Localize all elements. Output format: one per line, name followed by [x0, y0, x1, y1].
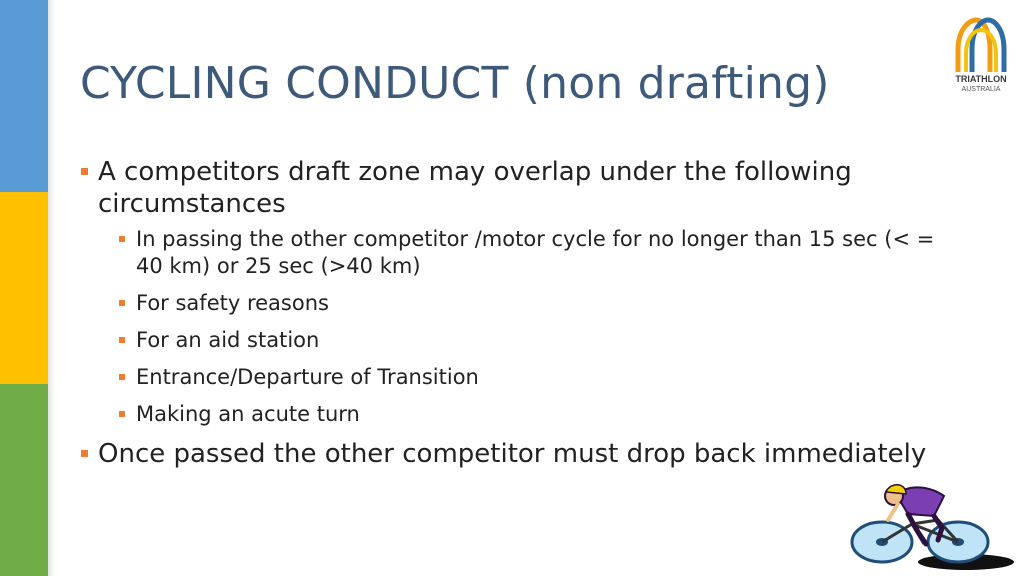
bullet-marker	[119, 300, 125, 306]
sub-bullet-text: For safety reasons	[136, 291, 329, 315]
slide-title: CYCLING CONDUCT (non drafting)	[80, 58, 830, 109]
bullet-marker	[119, 236, 125, 242]
logo-subname: AUSTRALIA	[961, 86, 1001, 93]
sub-bullet-item	[80, 226, 950, 280]
logo-name: TRIATHLON	[955, 74, 1007, 84]
bullet-marker	[81, 450, 88, 457]
cyclist-clipart-icon	[846, 480, 1016, 576]
sub-bullet-item	[80, 290, 950, 317]
bullet-marker	[81, 168, 88, 175]
sub-bullet-text: For an aid station	[136, 328, 320, 352]
side-bar-blue	[0, 0, 48, 192]
sub-bullet-text: Entrance/Departure of Transition	[136, 365, 479, 389]
bullet-text: A competitors draft zone may overlap under the following circumstances	[98, 157, 852, 219]
sub-bullet-text: Making an acute turn	[136, 402, 360, 426]
sub-bullet-text: In passing the other competitor /motor cycle for no longer than 15 sec (< = 40 km) or 25 sec (>40 km)	[136, 227, 935, 278]
bullet-marker	[119, 374, 125, 380]
sub-bullet-item	[80, 401, 950, 428]
bullet-item	[80, 156, 950, 220]
bullet-marker	[119, 337, 125, 343]
side-bar-yellow	[0, 192, 48, 384]
bullet-text: Once passed the other competitor must drop back immediately	[98, 439, 927, 469]
sub-bullet-item	[80, 327, 950, 354]
side-bar-shadow	[48, 0, 55, 576]
triathlon-australia-arch-icon	[946, 16, 1016, 74]
bullet-list	[80, 156, 950, 476]
side-bar-green	[0, 384, 48, 576]
triathlon-australia-logo	[946, 16, 1016, 100]
sub-bullet-item	[80, 364, 950, 391]
bullet-item	[80, 438, 950, 470]
bullet-marker	[119, 411, 125, 417]
